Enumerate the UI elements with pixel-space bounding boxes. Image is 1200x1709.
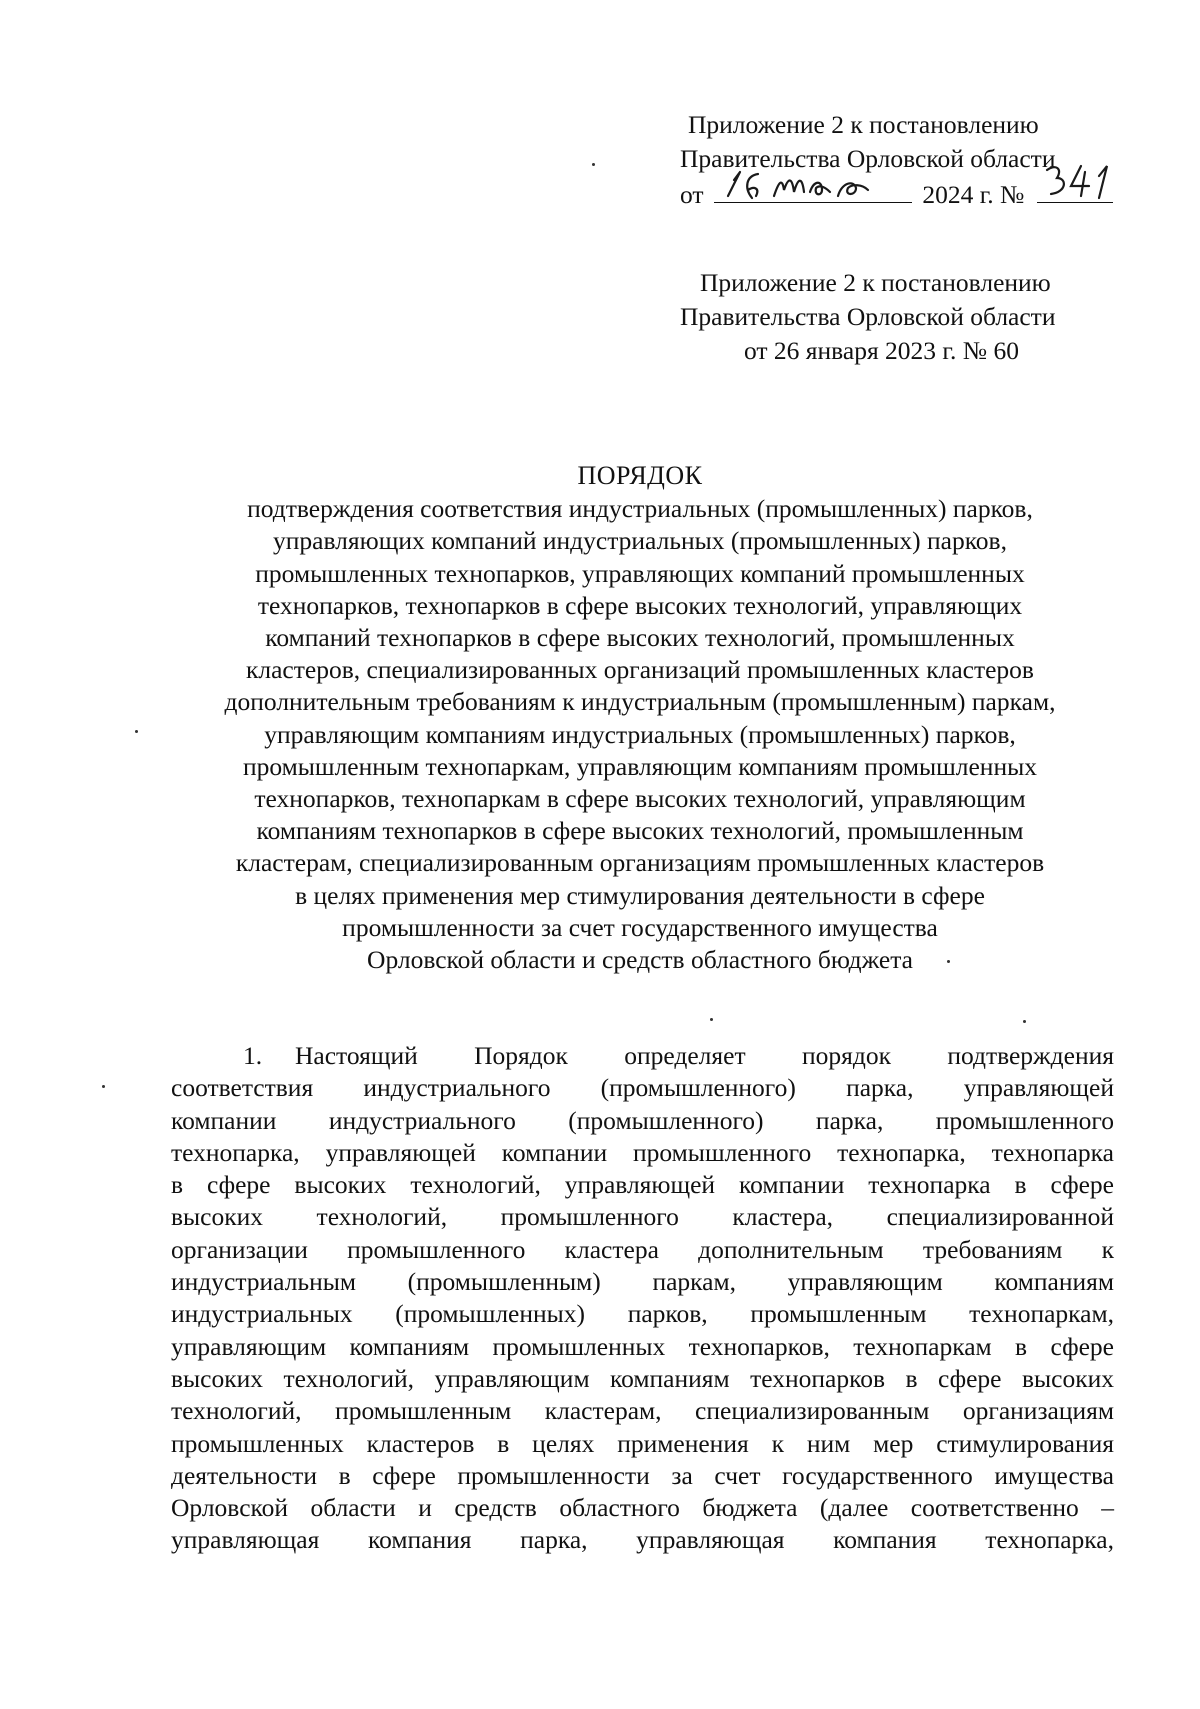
paragraph-line: компании индустриального (промышленного) парка, промышленного — [171, 1105, 1114, 1135]
approval-date-prefix: от — [680, 180, 704, 209]
scan-speck — [135, 730, 138, 733]
paragraph-line: организации промышленного кластера дополнительным требованиям к — [171, 1234, 1114, 1264]
paragraph-line: управляющая компания парка, управляющая компания технопарка, — [171, 1525, 1114, 1555]
handwritten-date-signature — [718, 166, 904, 204]
scan-speck — [102, 1085, 105, 1088]
paragraph-number: 1. — [243, 1041, 263, 1070]
subtitle-line: в целях применения мер стимулирования деятельности в сфере — [295, 880, 985, 910]
prev-approval-line-1: Приложение 2 к постановлению — [700, 268, 1051, 297]
approval-line-2: Правительства Орловской области — [680, 144, 1056, 173]
subtitle-line: подтверждения соответствия индустриальных (промышленных) парков, — [247, 494, 1033, 524]
paragraph-line: технологий, промышленным кластерам, специализированным организациям — [171, 1396, 1114, 1426]
subtitle-line: кластеров, специализированных организаций промышленных кластеров — [246, 655, 1034, 685]
subtitle-line: кластерам, специализированным организациям промышленных кластеров — [235, 848, 1045, 878]
prev-approval-line-3: от 26 января 2023 г. № 60 — [744, 336, 1019, 365]
approval-line-1: Приложение 2 к постановлению — [688, 110, 1039, 139]
paragraph-first-line-text: Настоящий Порядок определяет порядок подтверждения — [295, 1041, 1114, 1070]
subtitle-line: дополнительным требованиям к индустриальным (промышленным) паркам, — [224, 687, 1056, 717]
paragraph-line: высоких технологий, промышленного кластера, специализированной — [171, 1202, 1114, 1232]
subtitle-line: управляющим компаниям индустриальных (промышленных) парков, — [264, 719, 1016, 749]
subtitle-line: компаний технопарков в сфере высоких технологий, промышленных — [265, 623, 1015, 653]
paragraph-line: индустриальным (промышленным) паркам, управляющим компаниям — [171, 1267, 1114, 1297]
approval-year-number-label: 2024 г. № — [922, 180, 1025, 209]
subtitle-line: технопарков, технопаркам в сфере высоких технологий, управляющим — [254, 784, 1026, 814]
approval-header-previous — [680, 266, 1100, 368]
subtitle-line: управляющих компаний индустриальных (промышленных) парков, — [273, 526, 1007, 556]
prev-approval-line-2: Правительства Орловской области — [680, 302, 1056, 331]
paragraph-line: технопарка, управляющей компании промышленного технопарка, технопарка — [171, 1137, 1114, 1167]
document-title: ПОРЯДОК — [577, 461, 703, 490]
subtitle-line: промышленным технопаркам, управляющим компаниям промышленных — [243, 751, 1037, 781]
paragraph-line: индустриальных (промышленных) парков, промышленным технопаркам, — [171, 1299, 1114, 1329]
approval-header-current — [680, 108, 1100, 212]
subtitle-line: промышленности за счет государственного имущества — [342, 912, 938, 942]
handwritten-date-field — [714, 176, 912, 203]
handwritten-number-signature — [1041, 162, 1119, 204]
paragraph-1 — [171, 1040, 1114, 1557]
handwritten-number-field — [1037, 176, 1113, 203]
paragraph-first-line — [171, 1040, 1114, 1072]
scan-speck — [947, 960, 950, 963]
paragraph-line: высоких технологий, управляющим компаниям технопарков в сфере высоких — [171, 1363, 1114, 1393]
paragraph-line: управляющим компаниям промышленных технопарков, технопаркам в сфере — [171, 1331, 1114, 1361]
subtitle-line: технопарков, технопарков в сфере высоких технологий, управляющих — [257, 590, 1023, 620]
document-title-block — [110, 460, 1170, 976]
paragraph-line: Орловской области и средств областного бюджета (далее соответственно – — [171, 1493, 1114, 1523]
subtitle-line: промышленных технопарков, управляющих компаний промышленных — [255, 558, 1025, 588]
scan-speck — [592, 163, 595, 166]
subtitle-line: Орловской области и средств областного бюджета — [367, 945, 913, 975]
paragraph-line: деятельности в сфере промышленности за счет государственного имущества — [171, 1460, 1114, 1490]
paragraph-line: в сфере высоких технологий, управляющей компании технопарка в сфере — [171, 1170, 1114, 1200]
approval-date-line — [680, 176, 1100, 212]
scan-speck — [710, 1018, 713, 1021]
paragraph-line: соответствия индустриального (промышленного) парка, управляющей — [171, 1073, 1114, 1103]
subtitle-line: компаниям технопарков в сфере высоких технологий, промышленным — [256, 816, 1024, 846]
scan-speck — [1023, 1020, 1026, 1023]
paragraph-line: промышленных кластеров в целях применения к ним мер стимулирования — [171, 1428, 1114, 1458]
